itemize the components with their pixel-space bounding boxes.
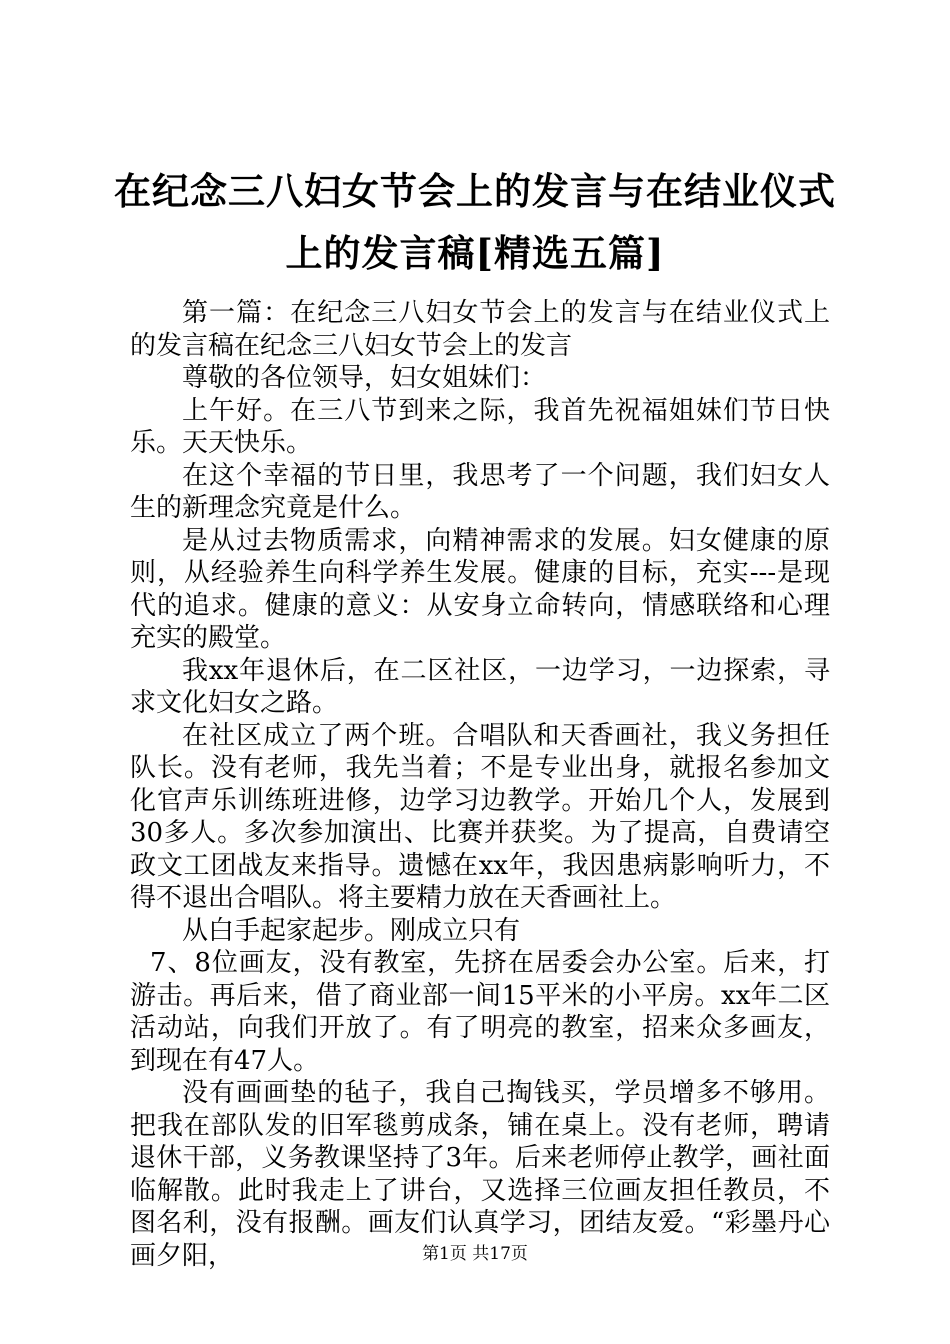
paragraph: 第一篇：在纪念三八妇女节会上的发言与在结业仪式上的发言稿在纪念三八妇女节会上的发言 (130, 298, 830, 361)
paragraph: 在社区成立了两个班。合唱队和天香画社，我义务担任队长。没有老师，我先当着；不是专业出身，就报名参加文化官声乐训练班进修，边学习边教学。开始几个人，发展到30多人。多次参加演出、比赛并获奖。为了提高，自费请空政文工团战友来指导。遗憾在xx年，我因患病影响听力，不得不退出合唱队。将主要精力放在天香画社上。 (130, 720, 830, 913)
page-number-footer: 第1页 共17页 (422, 1244, 528, 1264)
paragraph: 从白手起家起步。刚成立只有 (182, 915, 521, 946)
paragraph: 没有画画垫的毡子，我自己掏钱买，学员增多不够用。把我在部队发的旧军毯剪成条，铺在桌上。没有老师，聘请退休干部，义务教课坚持了3年。后来老师停止教学，画社面临解散。此时我走上了讲台，又选择三位画友担任教员，不图名利，没有报酬。画友们认真学习，团结友爱。“彩墨丹心画夕阳， (130, 1078, 830, 1271)
paragraph: 在这个幸福的节日里，我思考了一个问题，我们妇女人生的新理念究竟是什么。 (130, 460, 830, 523)
paragraph: 我xx年退休后，在二区社区，一边学习，一边探索，寻求文化妇女之路。 (130, 655, 830, 718)
document-body (130, 297, 830, 1272)
paragraph: 是从过去物质需求，向精神需求的发展。妇女健康的原则，从经验养生向科学养生发展。健康的目标，充实---是现代的追求。健康的意义：从安身立命转向，情感联络和心理充实的殿堂。 (130, 525, 830, 653)
paragraph: 7、8位画友，没有教室，先挤在居委会办公室。后来，打游击。再后来，借了商业部一间15平米的小平房。xx年二区活动站，向我们开放了。有了明亮的教室，招来众多画友，到现在有47人。 (130, 948, 830, 1076)
document-title: 在纪念三八妇女节会上的发言与在结业仪式上的发言稿[精选五篇] (114, 169, 836, 275)
paragraph: 上午好。在三八节到来之际，我首先祝福姐妹们节日快乐。天天快乐。 (130, 395, 830, 458)
paragraph: 尊敬的各位领导，妇女姐妹们： (182, 363, 547, 393)
